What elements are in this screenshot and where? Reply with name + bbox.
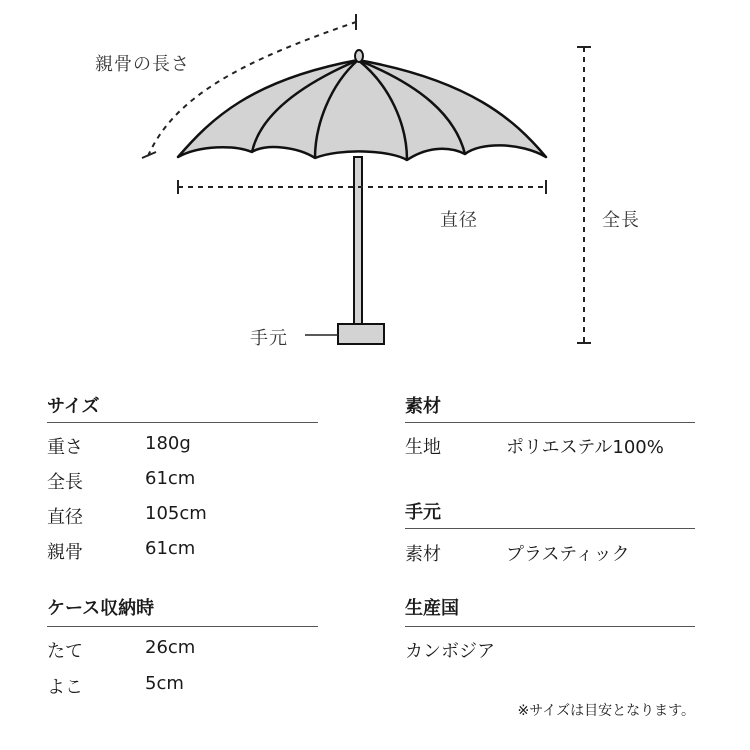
handle-section-title: 手元 — [405, 502, 441, 523]
spec-value: 61cm — [145, 538, 196, 559]
case-section-divider — [47, 626, 318, 627]
umbrella-handle — [338, 324, 384, 344]
total-length-label: 全長 — [602, 210, 640, 231]
spec-label: 重さ — [47, 437, 83, 458]
material-row-fabric — [405, 433, 695, 469]
size-section-title: サイズ — [47, 396, 100, 417]
size-row-rib — [47, 538, 318, 574]
size-note: ※サイズは目安となります。 — [517, 703, 695, 719]
material-section-title: 素材 — [405, 396, 441, 417]
size-row-weight — [47, 433, 318, 469]
case-section-title: ケース収納時 — [47, 598, 155, 619]
spec-label: 生地 — [405, 437, 441, 458]
handle-row-material — [405, 540, 695, 576]
case-row-height — [47, 637, 318, 673]
handle-section-divider — [405, 528, 695, 529]
spec-value: プラスティック — [506, 544, 630, 565]
handle-label: 手元 — [250, 328, 288, 349]
spec-label: 親骨 — [47, 542, 83, 563]
size-section-divider — [47, 422, 318, 423]
spec-label: よこ — [47, 677, 83, 698]
spec-label: 素材 — [405, 544, 441, 565]
spec-value: 105cm — [145, 503, 207, 524]
rib-length-label: 親骨の長さ — [95, 54, 190, 75]
spec-label: 全長 — [47, 472, 83, 493]
spec-value: ポリエステル100% — [506, 437, 664, 458]
spec-label: たて — [47, 641, 83, 662]
spec-value: 26cm — [145, 637, 196, 658]
origin-section-title: 生産国 — [405, 598, 459, 619]
umbrella-shaft — [354, 157, 362, 325]
size-row-total-length — [47, 468, 318, 504]
diameter-label: 直径 — [440, 210, 478, 231]
spec-value: 5cm — [145, 673, 184, 694]
umbrella-tip — [355, 50, 363, 62]
spec-value: カンボジア — [405, 641, 495, 662]
umbrella-canopy — [178, 60, 546, 160]
spec-value: 180g — [145, 433, 191, 454]
spec-value: 61cm — [145, 468, 196, 489]
case-row-width — [47, 673, 318, 709]
origin-section-divider — [405, 626, 695, 627]
origin-value — [405, 637, 695, 673]
material-section-divider — [405, 422, 695, 423]
spec-label: 直径 — [47, 507, 83, 528]
size-row-diameter — [47, 503, 318, 539]
